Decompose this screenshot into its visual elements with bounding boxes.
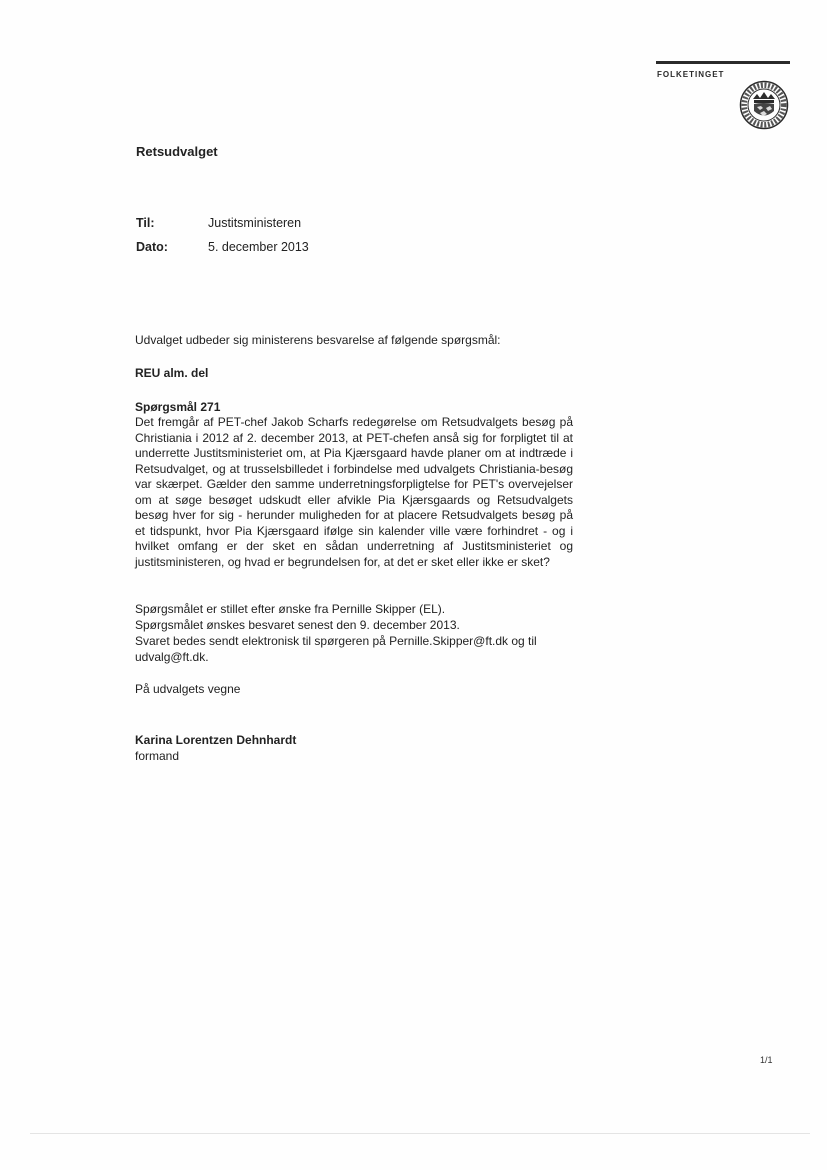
reply-instructions: Svaret bedes sendt elektronisk til spørgeren på Pernille.Skipper@ft.dk og til udvalg@ft.dk. <box>135 634 537 664</box>
intro-text: Udvalget udbeder sig ministerens besvarelse af følgende spørgsmål: <box>135 333 501 347</box>
date-label: Dato: <box>136 240 168 254</box>
question-title: Spørgsmål 271 <box>135 400 221 414</box>
date-row <box>136 240 309 254</box>
signer-role: formand <box>135 749 180 763</box>
closing-regards: På udvalgets vegne <box>135 682 241 696</box>
letterhead-rule <box>656 61 790 64</box>
recipient-row <box>136 216 301 230</box>
deadline-text: Spørgsmålet ønskes besvaret senest den 9. december 2013. <box>135 618 460 632</box>
date-value: 5. december 2013 <box>208 240 309 254</box>
letterhead-org-name: FOLKETINGET <box>657 70 725 79</box>
page-number: 1/1 <box>760 1055 773 1065</box>
folketinget-seal-icon <box>739 80 789 130</box>
recipient-value: Justitsministeren <box>208 216 302 230</box>
asked-by-text: Spørgsmålet er stillet efter ønske fra Pernille Skipper (EL). <box>135 602 446 616</box>
question-text: Det fremgår af PET-chef Jakob Scharfs redegørelse om Retsudvalgets besøg på Christiania i 2012 af 2. december 2013, at PET-chefen anså sig for forpligtet til at underrette Justitsministeriet om, at Pia Kjærsgaard havde planer om at indtræde i Retsudvalget, og at trusselsbilledet i forbindelse med udvalgets Christiania-besøg var skærpet. Gælder den samme underretningsforpligtelse for PET's overvejelser om at søge besøget udskudt eller afvikle Pia Kjærsgaards og Retsudvalgets besøg hver for sig - herunder muligheden for at placere Retsudvalgets besøg på et tidspunkt, hvor Pia Kjærsgaard ifølge sin kalender ville være forhindret - og i hvilket omfang er der sket en sådan underretning af Justitsministeriet og justitsministeren, og hvad er begrundelsen for, at det er sket eller ikke er sket? <box>135 415 573 569</box>
committee-name: Retsudvalget <box>136 144 218 159</box>
scan-edge-line <box>30 1133 810 1134</box>
recipient-label: Til: <box>136 216 155 230</box>
signer-name: Karina Lorentzen Dehnhardt <box>135 733 297 747</box>
reference-heading: REU alm. del <box>135 366 209 380</box>
